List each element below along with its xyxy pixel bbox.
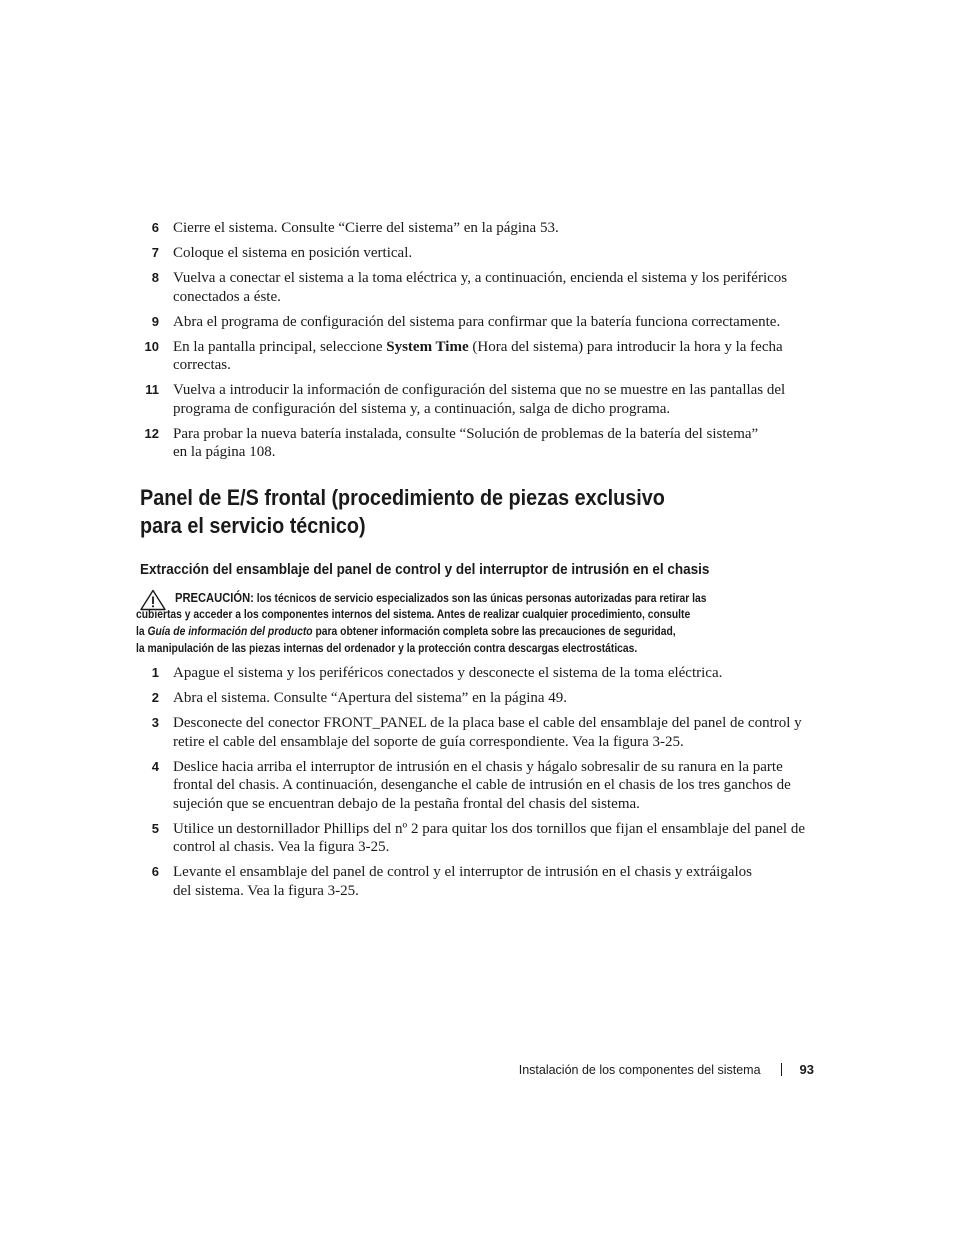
step-text-line1: Levante el ensamblaje del panel de control y el interruptor de intrusión en el chasis y extráigalos <box>173 864 752 880</box>
section-title <box>140 484 770 540</box>
section-title-line2: para el servicio técnico) <box>140 513 366 538</box>
list-item <box>140 244 820 263</box>
caution-text <box>175 589 811 607</box>
step-text-line2: del sistema. Vea la figura 3-25. <box>173 882 359 899</box>
step-number: 8 <box>151 270 159 285</box>
step-text: Desconecte del conector FRONT_PANEL de la placa base el cable del ensamblaje del panel de control y retire el cable del ensamblaje del soporte de guía correspondiente. Vea la figura 3-25. <box>173 715 802 750</box>
step-number: 12 <box>144 425 159 441</box>
list-item <box>140 820 820 857</box>
step-number: 6 <box>151 864 159 879</box>
list-item <box>140 338 820 375</box>
step-text: Coloque el sistema en posición vertical. <box>173 245 413 261</box>
footer-chapter-title: Instalación de los componentes del sistema <box>518 1062 761 1077</box>
step-number: 7 <box>151 245 159 260</box>
list-item <box>140 219 820 238</box>
step-text-line2: en la página 108. <box>173 444 276 460</box>
caution-line3-suffix: para obtener información completa sobre las precauciones de seguridad, <box>312 624 676 638</box>
steps-bottom-list <box>140 664 820 900</box>
step-text-after: (Hora del sistema) para introducir la hora y la fecha correctas. <box>173 338 783 373</box>
list-item <box>140 425 820 462</box>
step-text-before: En la pantalla principal, seleccione <box>173 338 387 355</box>
step-number: 2 <box>151 690 159 705</box>
section-title-line1: Panel de E/S frontal (procedimiento de piezas exclusivo <box>140 485 665 510</box>
step-text: Deslice hacia arriba el interruptor de intrusión en el chasis y hágalo sobresalir de su ranura en la parte frontal del chasis. A continuación, desenganche el cable de intrusión en el chasis de los tres ganchos de sujeción que se encuentran debajo de la pestaña frontal del chasis del sistema. <box>173 758 791 812</box>
system-time-term: System Time <box>386 338 469 355</box>
list-item <box>140 758 820 814</box>
step-text: Abra el programa de configuración del sistema para confirmar que la batería funciona correctamente. <box>173 313 781 330</box>
list-item <box>140 863 820 900</box>
caution-line1-text: los técnicos de servicio especializados son las únicas personas autorizadas para retirar las <box>253 591 707 605</box>
list-item <box>140 689 820 708</box>
step-number: 10 <box>144 338 159 354</box>
page-number: 93 <box>799 1062 814 1077</box>
list-item <box>140 664 820 683</box>
footer-divider <box>781 1063 782 1076</box>
step-number: 11 <box>145 382 159 397</box>
step-text: Apague el sistema y los periféricos conectados y desconecte el sistema de la toma eléctrica. <box>173 665 723 681</box>
caution-line3-prefix: la <box>136 624 148 638</box>
step-text: Cierre el sistema. Consulte “Cierre del sistema” en la página 53. <box>173 220 559 236</box>
step-text: Utilice un destornillador Phillips del nº 2 para quitar los dos tornillos que fijan el ensamblaje del panel de control al chasis. Vea la figura 3-25. <box>173 820 806 855</box>
caution-label: PRECAUCIÓN: <box>175 590 254 605</box>
step-number: 4 <box>151 758 159 774</box>
step-text: Vuelva a conectar el sistema a la toma eléctrica y, a continuación, encienda el sistema y los periféricos conectados a éste. <box>173 270 788 305</box>
step-number: 1 <box>151 665 159 680</box>
page-footer <box>519 1062 814 1077</box>
step-number: 6 <box>151 220 159 235</box>
list-item <box>140 381 820 418</box>
step-number: 3 <box>151 715 159 730</box>
caution-line1 <box>175 589 811 607</box>
list-item <box>140 269 820 306</box>
list-item <box>140 714 820 751</box>
step-text-line1: Para probar la nueva batería instalada, consulte “Solución de problemas de la batería del sistema” <box>173 425 759 442</box>
step-number: 5 <box>151 820 159 836</box>
step-text: Abra el sistema. Consulte “Apertura del sistema” en la página 49. <box>173 690 568 706</box>
subsection-title: Extracción del ensamblaje del panel de control y del interruptor de intrusión en el chasis <box>140 561 710 578</box>
steps-top-list <box>140 219 820 462</box>
step-text: Vuelva a introducir la información de configuración del sistema que no se muestre en las pantallas del programa de configuración del sistema y, a continuación, salga de dicho programa. <box>173 382 786 417</box>
list-item <box>140 313 820 332</box>
caution-line4: la manipulación de las piezas internas del ordenador y la protección contra descargas electrostáticas. <box>136 641 638 655</box>
step-number: 9 <box>151 313 159 329</box>
caution-text-rest <box>136 606 772 657</box>
caution-line3 <box>136 623 772 640</box>
caution-line2: cubiertas y acceder a los componentes internos del sistema. Antes de realizar cualquier procedimiento, consulte <box>136 607 691 621</box>
product-guide-reference: Guía de información del producto <box>147 624 313 638</box>
